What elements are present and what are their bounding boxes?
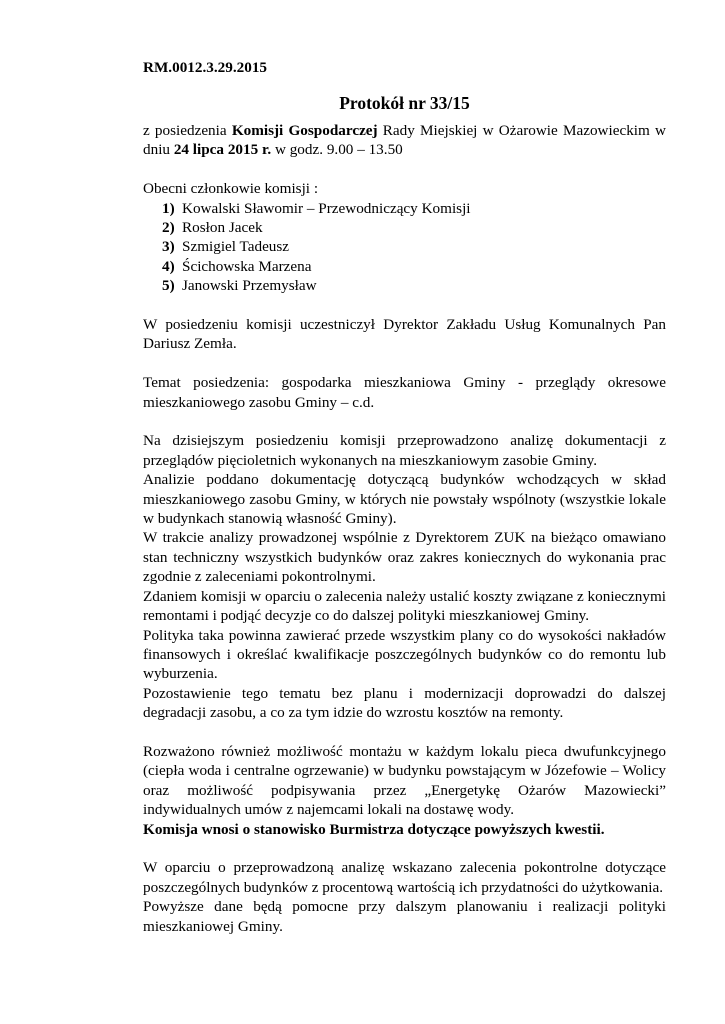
analysis-paragraph: Zdaniem komisji w oparciu o zalecenia należy ustalić koszty związane z koniecznymi remontami i podjąć decyzje co do dalszej polityki mieszkaniowej Gminy.	[143, 587, 666, 625]
analysis-paragraph: Analizie poddano dokumentację dotyczącą budynków wchodzących w skład mieszkaniowego zasobu Gminy, w których nie powstały wspólnoty (wszystkie lokale w budynkach stanowią własność Gminy).	[143, 471, 666, 528]
conclusion-paragraph: W oparciu o przeprowadzoną analizę wskazano zalecenia pokontrolne dotyczące poszczególnych budynków z procentową wartością ich przydatności do użytkowania.	[143, 859, 666, 896]
member-name: Janowski Przemysław	[182, 277, 317, 295]
list-item	[162, 276, 666, 295]
analysis-paragraph: W trakcie analizy prowadzonej wspólnie z Dyrektorem ZUK na bieżąco omawiano stan techniczny wszystkich budynków oraz zakres koniecznych do wykonania prac zgodnie z zaleceniami pokontrolnymi.	[143, 529, 666, 586]
guest-paragraph: W posiedzeniu komisji uczestniczył Dyrektor Zakładu Usług Komunalnych Pan Dariusz Zemła.	[143, 316, 666, 353]
list-number: 2)	[162, 219, 175, 237]
member-name: Szmigiel Tadeusz	[182, 238, 290, 256]
meeting-date: 24 lipca 2015 r.	[173, 141, 272, 159]
members-heading: Obecni członkowie komisji :	[143, 180, 319, 198]
analysis-paragraph: Pozostawienie tego tematu bez planu i modernizacji doprowadzi do dalszej degradacji zasobu, a co za tym idzie do wzrostu kosztów na remonty.	[143, 684, 666, 722]
heating-paragraph: Rozważono również możliwość montażu w każdym lokalu pieca dwufunkcyjnego (ciepła woda i centralne ogrzewanie) w budynku powstającym w Józefowie – Wolicy oraz możliwość podpisywania przez „Energetykę Ożarów Mazowiecki” indywidualnych umów z najemcami lokali na dostawę wody.	[143, 742, 666, 819]
list-number: 5)	[162, 277, 175, 295]
list-item	[162, 218, 666, 237]
list-item	[162, 237, 666, 256]
analysis-paragraph: Polityka taka powinna zawierać przede wszystkim plany co do wysokości nakładów finansowych i określać kwalifikacje poszczególnych budynków co do remontu lub wyburzenia.	[143, 626, 666, 683]
topic-paragraph: Temat posiedzenia: gospodarka mieszkaniowa Gminy - przeglądy okresowe mieszkaniowego zasobu Gminy – c.d.	[143, 374, 666, 411]
meeting-hours: w godz. 9.00 – 13.50	[271, 141, 403, 159]
list-number: 3)	[162, 238, 175, 256]
member-name: Ścichowska Marzena	[182, 257, 312, 275]
list-number: 1)	[162, 199, 175, 217]
intro-text-2: Rady Miejskiej w Ożarowie Mazowieckim w dniu	[143, 122, 666, 159]
intro-text-1: z posiedzenia	[143, 122, 232, 139]
committee-motion-text: Komisja wnosi o stanowisko Burmistrza dotyczące powyższych kwestii.	[143, 820, 605, 838]
document-reference-number: RM.0012.3.29.2015	[143, 59, 268, 76]
meeting-intro	[143, 121, 666, 160]
committee-name: Komisji Gospodarczej	[231, 122, 378, 139]
list-number: 4)	[162, 257, 175, 275]
member-name: Kowalski Sławomir – Przewodniczący Komisji	[182, 199, 471, 217]
member-name: Rosłon Jacek	[182, 219, 263, 237]
analysis-paragraph: Na dzisiejszym posiedzeniu komisji przeprowadzono analizę dokumentacji z przeglądów pięcioletnich wykonanych na mieszkaniowym zasobie Gminy.	[143, 432, 666, 469]
list-item	[162, 257, 666, 276]
committee-motion	[143, 820, 666, 839]
protocol-title: Protokół nr 33/15	[339, 93, 470, 113]
list-item	[162, 199, 666, 218]
protocol-body	[143, 121, 666, 936]
conclusion-paragraph: Powyższe dane będą pomocne przy dalszym planowaniu i realizacji polityki mieszkaniowej Gminy.	[143, 898, 666, 935]
members-list	[143, 199, 666, 296]
